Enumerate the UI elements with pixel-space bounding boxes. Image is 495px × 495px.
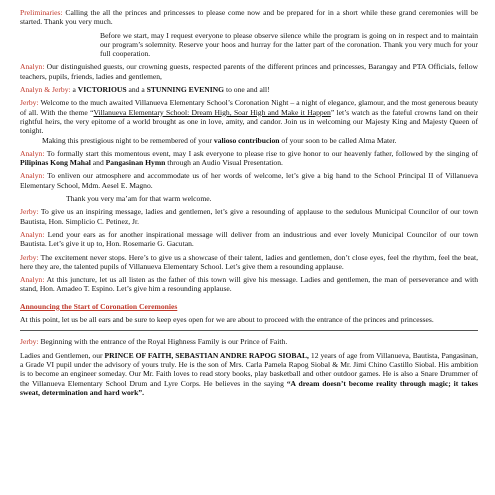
speaker-label: Analyn & Jerby: (20, 85, 71, 95)
paragraph-text: Ladies and Gentlemen, our (20, 350, 105, 360)
paragraph-analyn-principal (20, 171, 478, 190)
paragraph-text: To enliven our atmosphere and accommodate us of her words of welcome, let’s give a big hand to the School Principal II of Villanueva Elementary School, Mdm. Aesel E. Magno. (20, 171, 478, 190)
paragraph-text: a (70, 85, 78, 95)
speaker-label: Analyn: (20, 148, 45, 158)
paragraph-text: to one and all! (224, 85, 270, 95)
paragraph-text: At this juncture, let us all listen as the father of this town will give his message. Ladies and gentlemen, the man of perseverance and with stand, Hon. Amadeo T. Espino. Let’s give him a resounding applause. (20, 275, 478, 294)
speaker-label: Analyn: (20, 171, 45, 181)
speaker-label: Analyn: (20, 62, 45, 72)
paragraph-text: Making this prestigious night to be remembered of your (42, 135, 214, 145)
paragraph-analyn-anthem (20, 149, 478, 168)
emphasis-text: valioso contribucion (213, 135, 280, 145)
emphasis-text: PRINCE OF FAITH, SEBASTIAN ANDRE RAPOG SIOBAL, (104, 350, 309, 360)
paragraph-text: 12 years of age from Villanueva, Bautista, Pangasinan, a Grade VI pupil under the advisory of yours truly. He is the son of Mrs. Carla Pamela Rapog Siobal & Mr. Jimi Chino Castillo Siobal. His ambition is to become an engineer someday. Our Mr. Faith loves to read story books, play basketball and other outdoor games. He is also a Snare Drummer of the Villanueva Elementary School Drum and Lyre Corps. He believes in the saying (20, 350, 478, 388)
paragraph-text: Our distinguished guests, our crowning guests, respected parents of the different princes and princesses, Barangay and PTA Officials, fellow teachers, pupils, friends, ladies and gentlemen, (20, 62, 478, 81)
paragraph-text: Welcome to the much awaited Villanueva Elementary School’s Coronation Night – a night of elegance, glamour, and the most generous beauty of all. With the theme “ (20, 98, 478, 117)
paragraph-prestigious-night (20, 136, 478, 145)
paragraph-prince-of-faith (20, 351, 478, 397)
section-heading: Announcing the Start of Coronation Ceremonies (20, 301, 178, 311)
paragraph-text: Thank you very ma’am for that warm welcome. (66, 194, 212, 204)
speaker-label: Preliminaries: (20, 8, 63, 17)
paragraph-jerby-welcome (20, 98, 478, 135)
paragraph-text: The excitement never stops. Here’s to give us a showcase of their talent, ladies and gentlemen, don’t close eyes, feel the rhythm, feel the beat, here they are, the talented pupils of Villanueva Elementary School. Let’s give them a resounding applause. (20, 252, 478, 271)
paragraph-jerby-councilor (20, 207, 478, 226)
emphasis-text: Pangasinan Hymn (105, 158, 166, 168)
emphasis-text: VICTORIOUS (77, 85, 127, 95)
paragraph-text: through an Audio Visual Presentation. (165, 158, 283, 168)
paragraph-analyn-mayor (20, 275, 478, 294)
paragraph-text: To formally start this momentous event, may I ask everyone to please rise to give honor to our heavenly father, followed by the singing of (44, 148, 478, 158)
paragraph-text: Calling the all the princes and princesses to please come now and be prepared for in a short while these grand ceremonies will be started. Thank you very much. (20, 8, 478, 27)
speaker-label: Analyn: (20, 275, 45, 285)
emphasis-text: STUNNING EVENING (146, 85, 225, 95)
paragraph-joint-greeting (20, 85, 478, 94)
paragraph-text: To give us an inspiring message, ladies and gentlemen, let’s give a resounding of applause to the sedulous Municipal Councilor of our town Bautista, Hon. Simplicio C. Petinez, Jr. (20, 207, 478, 226)
paragraph-jerby-entrance (20, 337, 478, 346)
paragraph-text: At this point, let us be all ears and be sure to keep eyes open for we are about to proceed with the entrance of the princes and princesses. (20, 315, 434, 325)
speaker-label: Jerby: (20, 98, 39, 108)
emphasis-text: Pilipinas Kong Mahal (20, 158, 91, 168)
paragraph-preliminaries (20, 8, 478, 27)
speaker-label: Jerby: (20, 207, 39, 217)
speaker-label: Jerby: (20, 252, 39, 262)
paragraph-analyn-councilor (20, 230, 478, 249)
paragraph-text: and a (126, 85, 147, 95)
emphasis-text: “A dream doesn’t become reality through magic; it takes sweat, determination and hard work”. (20, 378, 478, 397)
paragraph-text: Before we start, may I request everyone to please observe silence while the program is going on in respect and to maintain our program’s solemnity. Reserve your hoos and hurray for the latter part of the coronation. Thank you very much for your full cooperation. (100, 30, 478, 59)
theme-text: Villanueva Elementary School: Dream High, Soar High and Make it Happen (93, 107, 331, 117)
document-body (20, 8, 478, 401)
paragraph-silence-request (20, 31, 478, 59)
paragraph-text: Beginning with the entrance of the Royal Highness Family is our Prince of Faith. (38, 337, 288, 347)
paragraph-thank-you (20, 194, 478, 203)
divider (20, 330, 478, 331)
paragraph-text: ” let’s watch as the fateful crowns land on their rightful heirs, the very epitome of a world brought as one in love, amity, and candor. Join us in welcoming our Majesty King and Majesty Queen of tonight. (20, 107, 478, 136)
paragraph-analyn-greeting (20, 62, 478, 81)
speaker-label: Jerby: (20, 337, 39, 347)
speaker-label: Analyn: (20, 229, 45, 239)
paragraph-text: Lend your ears as for another inspirational message will deliver from an industrious and ever lovely Municipal Councilor of our town Bautista. Let’s give it up to, Hon. Rosemarie G. Gacutan. (20, 229, 478, 249)
paragraph-text: of your soon to be called Alma Mater. (279, 135, 397, 145)
paragraph-entrance-intro (20, 315, 478, 324)
paragraph-text: and (90, 158, 106, 168)
paragraph-jerby-talent (20, 253, 478, 272)
